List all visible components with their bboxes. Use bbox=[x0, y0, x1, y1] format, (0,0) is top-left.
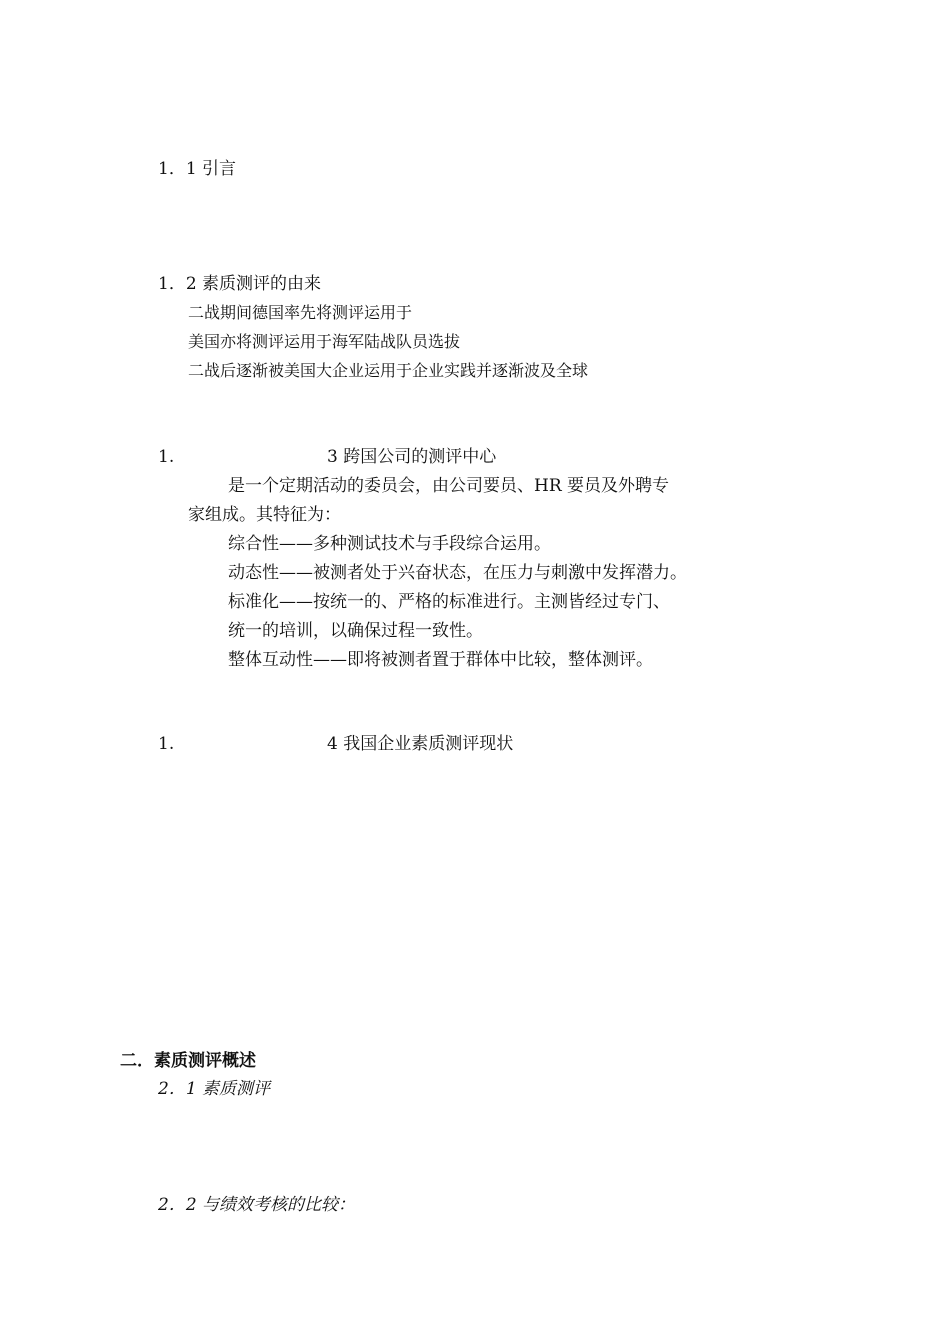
heading-1-3-title: 3 跨国公司的测评中心 bbox=[327, 447, 497, 467]
heading-2-2: 2．2 与绩效考核的比较： bbox=[158, 1195, 356, 1215]
heading-1-4-number: 1. bbox=[158, 734, 175, 754]
heading-1-4-title: 4 我国企业素质测评现状 bbox=[327, 734, 514, 754]
heading-1-1: 1．1 引言 bbox=[158, 159, 237, 179]
feature-standardized: 标准化——按统一的、严格的标准进行。主测皆经过专门、 bbox=[228, 592, 670, 612]
center-description-line-1: 是一个定期活动的委员会，由公司要员、HR 要员及外聘专 bbox=[228, 476, 670, 496]
origin-line-3: 二战后逐渐被美国大企业运用于企业实践并逐渐波及全球 bbox=[188, 361, 589, 380]
heading-1-2: 1．2 素质测评的由来 bbox=[158, 274, 322, 294]
heading-2-1: 2．1 素质测评 bbox=[158, 1079, 271, 1099]
feature-standardized-cont: 统一的培训，以确保过程一致性。 bbox=[228, 621, 483, 641]
feature-comprehensive: 综合性——多种测试技术与手段综合运用。 bbox=[228, 534, 551, 554]
feature-dynamic: 动态性——被测者处于兴奋状态，在压力与刺激中发挥潜力。 bbox=[228, 563, 687, 583]
origin-line-2: 美国亦将测评运用于海军陆战队员选拔 bbox=[188, 332, 461, 351]
section-2-heading: 二．素质测评概述 bbox=[120, 1051, 256, 1071]
center-description-line-2: 家组成。其特征为： bbox=[188, 505, 341, 525]
origin-line-1: 二战期间德国率先将测评运用于 bbox=[188, 303, 413, 322]
heading-1-3-number: 1. bbox=[158, 447, 175, 467]
feature-interactive: 整体互动性——即将被测者置于群体中比较，整体测评。 bbox=[228, 650, 653, 670]
